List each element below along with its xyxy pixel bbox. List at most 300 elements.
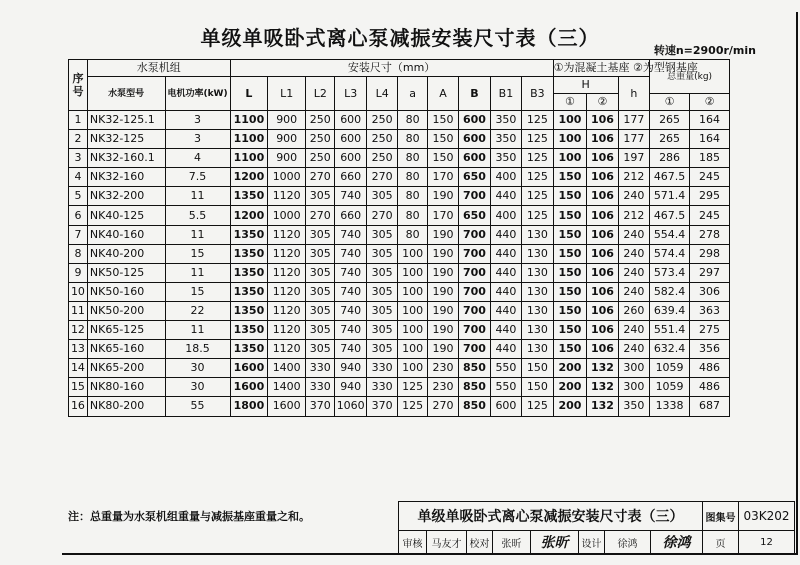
cell-model: NK32-160.1 xyxy=(87,149,165,168)
cell-b1: 440 xyxy=(490,282,521,301)
cell-a: 80 xyxy=(398,225,427,244)
cell-b3: 130 xyxy=(522,321,553,340)
cell-no: 11 xyxy=(69,301,88,320)
header-L3: L3 xyxy=(335,77,366,111)
cell-model: NK80-160 xyxy=(87,378,165,397)
cell-l1: 1120 xyxy=(268,301,306,320)
cell-power: 3 xyxy=(165,130,230,149)
cell-power: 11 xyxy=(165,321,230,340)
cell-l: 1200 xyxy=(230,206,268,225)
cell-a: 100 xyxy=(398,282,427,301)
cell-b3: 125 xyxy=(522,206,553,225)
cell-w2: 245 xyxy=(690,206,730,225)
cell-l2: 330 xyxy=(306,378,335,397)
cell-w2: 164 xyxy=(690,111,730,130)
cell-h2: 106 xyxy=(587,225,618,244)
cell-l1: 1120 xyxy=(268,282,306,301)
cell-h1: 150 xyxy=(553,340,587,359)
cell-l4: 250 xyxy=(366,130,397,149)
cell-b1: 440 xyxy=(490,263,521,282)
cell-l4: 305 xyxy=(366,187,397,206)
cell-no: 2 xyxy=(69,130,88,149)
cell-b1: 400 xyxy=(490,168,521,187)
table-row xyxy=(69,378,730,397)
cell-w1: 582.4 xyxy=(650,282,690,301)
cell-b1: 350 xyxy=(490,111,521,130)
cell-h1: 150 xyxy=(553,282,587,301)
cell-l4: 370 xyxy=(366,397,397,416)
header-A: A xyxy=(427,77,458,111)
cell-l4: 305 xyxy=(366,321,397,340)
cell-a: 100 xyxy=(398,244,427,263)
cell-l1: 1120 xyxy=(268,263,306,282)
reviewer-name: 马友才 xyxy=(427,531,467,554)
cell-model: NK65-160 xyxy=(87,340,165,359)
cell-model: NK40-125 xyxy=(87,206,165,225)
cell-w2: 306 xyxy=(690,282,730,301)
table-row xyxy=(69,263,730,282)
cell-a: 190 xyxy=(427,187,458,206)
cell-l4: 305 xyxy=(366,263,397,282)
cell-b: 850 xyxy=(459,378,490,397)
cell-l3: 1060 xyxy=(335,397,366,416)
table-row xyxy=(69,111,730,130)
cell-h: 300 xyxy=(618,359,649,378)
cell-h2: 106 xyxy=(587,301,618,320)
cell-l: 1350 xyxy=(230,282,268,301)
cell-h2: 106 xyxy=(587,263,618,282)
cell-l1: 1120 xyxy=(268,244,306,263)
cell-model: NK32-200 xyxy=(87,187,165,206)
cell-b1: 400 xyxy=(490,206,521,225)
cell-a: 125 xyxy=(398,378,427,397)
cell-l4: 330 xyxy=(366,378,397,397)
cell-h1: 200 xyxy=(553,378,587,397)
cell-w1: 265 xyxy=(650,111,690,130)
footnote: 注：总重量为水泵机组重量与减振基座重量之和。 xyxy=(68,510,310,523)
designer-name: 徐鸿 xyxy=(605,531,651,554)
cell-b3: 150 xyxy=(522,378,553,397)
cell-l1: 900 xyxy=(268,149,306,168)
title-block xyxy=(398,501,795,554)
cell-b: 850 xyxy=(459,359,490,378)
dimension-table xyxy=(68,59,730,417)
cell-a: 190 xyxy=(427,244,458,263)
cell-l1: 1120 xyxy=(268,225,306,244)
cell-l2: 305 xyxy=(306,321,335,340)
cell-b1: 440 xyxy=(490,301,521,320)
cell-a: 230 xyxy=(427,378,458,397)
cell-h: 240 xyxy=(618,321,649,340)
cell-l3: 740 xyxy=(335,225,366,244)
cell-l3: 740 xyxy=(335,282,366,301)
cell-l4: 270 xyxy=(366,168,397,187)
cell-model: NK50-200 xyxy=(87,301,165,320)
cell-w2: 363 xyxy=(690,301,730,320)
cell-l1: 1600 xyxy=(268,397,306,416)
cell-power: 11 xyxy=(165,225,230,244)
cell-model: NK50-160 xyxy=(87,282,165,301)
cell-h2: 106 xyxy=(587,340,618,359)
table-row xyxy=(69,187,730,206)
cell-b3: 125 xyxy=(522,130,553,149)
cell-w1: 551.4 xyxy=(650,321,690,340)
cell-model: NK40-160 xyxy=(87,225,165,244)
header-B1: B1 xyxy=(490,77,521,111)
atlas-number: 03K202 xyxy=(739,502,795,531)
cell-b3: 125 xyxy=(522,397,553,416)
cell-l3: 740 xyxy=(335,301,366,320)
cell-b: 600 xyxy=(459,149,490,168)
cell-b1: 550 xyxy=(490,378,521,397)
cell-b: 600 xyxy=(459,111,490,130)
cell-w2: 185 xyxy=(690,149,730,168)
cell-b: 700 xyxy=(459,225,490,244)
cell-l1: 1120 xyxy=(268,321,306,340)
cell-h2: 106 xyxy=(587,111,618,130)
cell-h2: 106 xyxy=(587,168,618,187)
cell-l3: 740 xyxy=(335,321,366,340)
header-L: L xyxy=(230,77,268,111)
cell-l4: 305 xyxy=(366,225,397,244)
cell-no: 13 xyxy=(69,340,88,359)
cell-model: NK65-200 xyxy=(87,359,165,378)
cell-no: 5 xyxy=(69,187,88,206)
cell-power: 11 xyxy=(165,187,230,206)
cell-a: 170 xyxy=(427,168,458,187)
table-row xyxy=(69,282,730,301)
cell-l3: 600 xyxy=(335,149,366,168)
cell-a: 100 xyxy=(398,340,427,359)
cell-b3: 125 xyxy=(522,168,553,187)
cell-b: 700 xyxy=(459,244,490,263)
cell-w2: 356 xyxy=(690,340,730,359)
cell-l3: 600 xyxy=(335,111,366,130)
cell-h1: 150 xyxy=(553,321,587,340)
checker-signature: 张昕 xyxy=(531,531,579,554)
check-label: 校对 xyxy=(467,531,493,554)
cell-power: 15 xyxy=(165,244,230,263)
cell-w1: 574.4 xyxy=(650,244,690,263)
cell-w2: 687 xyxy=(690,397,730,416)
cell-h: 197 xyxy=(618,149,649,168)
cell-b1: 440 xyxy=(490,340,521,359)
cell-h1: 150 xyxy=(553,225,587,244)
cell-l3: 940 xyxy=(335,378,366,397)
cell-l: 1350 xyxy=(230,225,268,244)
table-row xyxy=(69,168,730,187)
cell-b: 850 xyxy=(459,397,490,416)
cell-l: 1350 xyxy=(230,340,268,359)
review-label: 审核 xyxy=(399,531,427,554)
header-weight-steel: ② xyxy=(690,94,730,111)
cell-l2: 370 xyxy=(306,397,335,416)
cell-a: 230 xyxy=(427,359,458,378)
page-number: 12 xyxy=(739,531,795,554)
cell-a: 190 xyxy=(427,225,458,244)
table-row xyxy=(69,397,730,416)
cell-h1: 200 xyxy=(553,359,587,378)
header-model: 水泵型号 xyxy=(87,77,165,111)
cell-b1: 350 xyxy=(490,130,521,149)
header-L1: L1 xyxy=(268,77,306,111)
cell-h2: 106 xyxy=(587,282,618,301)
cell-h: 177 xyxy=(618,111,649,130)
page-label: 页 xyxy=(703,531,739,554)
cell-power: 3 xyxy=(165,111,230,130)
cell-l: 1600 xyxy=(230,359,268,378)
cell-h: 240 xyxy=(618,225,649,244)
cell-model: NK32-125 xyxy=(87,130,165,149)
cell-l2: 250 xyxy=(306,149,335,168)
cell-h: 212 xyxy=(618,206,649,225)
cell-w1: 1059 xyxy=(650,359,690,378)
cell-b3: 125 xyxy=(522,187,553,206)
cell-w1: 571.4 xyxy=(650,187,690,206)
cell-b: 650 xyxy=(459,168,490,187)
cell-w1: 467.5 xyxy=(650,168,690,187)
cell-a: 100 xyxy=(398,301,427,320)
cell-h2: 132 xyxy=(587,397,618,416)
cell-w2: 275 xyxy=(690,321,730,340)
cell-l2: 305 xyxy=(306,340,335,359)
cell-l1: 1400 xyxy=(268,359,306,378)
cell-l: 1350 xyxy=(230,244,268,263)
cell-b1: 440 xyxy=(490,187,521,206)
cell-l4: 305 xyxy=(366,244,397,263)
cell-l3: 660 xyxy=(335,168,366,187)
cell-w2: 486 xyxy=(690,359,730,378)
cell-l4: 330 xyxy=(366,359,397,378)
cell-l: 1100 xyxy=(230,149,268,168)
cell-l1: 900 xyxy=(268,111,306,130)
cell-h1: 150 xyxy=(553,263,587,282)
cell-power: 18.5 xyxy=(165,340,230,359)
cell-l3: 740 xyxy=(335,244,366,263)
cell-l3: 940 xyxy=(335,359,366,378)
cell-w1: 286 xyxy=(650,149,690,168)
cell-b3: 150 xyxy=(522,359,553,378)
cell-w2: 297 xyxy=(690,263,730,282)
cell-no: 3 xyxy=(69,149,88,168)
header-L2: L2 xyxy=(306,77,335,111)
designer-signature: 徐鸿 xyxy=(651,531,703,554)
table-row xyxy=(69,149,730,168)
cell-no: 15 xyxy=(69,378,88,397)
cell-l: 1100 xyxy=(230,111,268,130)
cell-w2: 298 xyxy=(690,244,730,263)
cell-a: 125 xyxy=(398,397,427,416)
cell-h: 240 xyxy=(618,340,649,359)
header-L4: L4 xyxy=(366,77,397,111)
cell-b: 700 xyxy=(459,340,490,359)
cell-b1: 440 xyxy=(490,225,521,244)
cell-a: 80 xyxy=(398,168,427,187)
header-B3: B3 xyxy=(522,77,553,111)
cell-w1: 265 xyxy=(650,130,690,149)
cell-a: 150 xyxy=(427,149,458,168)
cell-h2: 106 xyxy=(587,244,618,263)
cell-model: NK65-125 xyxy=(87,321,165,340)
cell-l2: 305 xyxy=(306,187,335,206)
cell-power: 7.5 xyxy=(165,168,230,187)
cell-w1: 1338 xyxy=(650,397,690,416)
cell-w2: 486 xyxy=(690,378,730,397)
header-H: H xyxy=(553,77,618,94)
cell-a: 190 xyxy=(427,340,458,359)
cell-w1: 639.4 xyxy=(650,301,690,320)
cell-a: 190 xyxy=(427,321,458,340)
cell-l: 1350 xyxy=(230,301,268,320)
header-power: 电机功率(kW) xyxy=(165,77,230,111)
cell-b1: 600 xyxy=(490,397,521,416)
cell-l2: 305 xyxy=(306,282,335,301)
cell-power: 30 xyxy=(165,359,230,378)
cell-no: 12 xyxy=(69,321,88,340)
cell-model: NK40-200 xyxy=(87,244,165,263)
cell-b3: 130 xyxy=(522,301,553,320)
cell-a: 100 xyxy=(398,263,427,282)
cell-no: 16 xyxy=(69,397,88,416)
table-row xyxy=(69,244,730,263)
cell-w2: 295 xyxy=(690,187,730,206)
cell-l4: 250 xyxy=(366,149,397,168)
cell-power: 22 xyxy=(165,301,230,320)
cell-h: 260 xyxy=(618,301,649,320)
cell-h1: 200 xyxy=(553,397,587,416)
cell-b: 600 xyxy=(459,130,490,149)
cell-a: 80 xyxy=(398,149,427,168)
cell-h2: 106 xyxy=(587,321,618,340)
cell-no: 9 xyxy=(69,263,88,282)
header-weight-concrete: ① xyxy=(650,94,690,111)
header-a: a xyxy=(398,77,427,111)
cell-l3: 740 xyxy=(335,187,366,206)
cell-h: 212 xyxy=(618,168,649,187)
cell-a: 170 xyxy=(427,206,458,225)
cell-b: 700 xyxy=(459,282,490,301)
cell-h1: 100 xyxy=(553,130,587,149)
cell-l2: 305 xyxy=(306,301,335,320)
cell-b: 700 xyxy=(459,301,490,320)
cell-a: 150 xyxy=(427,111,458,130)
cell-b3: 125 xyxy=(522,111,553,130)
cell-l2: 330 xyxy=(306,359,335,378)
cell-w2: 164 xyxy=(690,130,730,149)
cell-l3: 740 xyxy=(335,263,366,282)
cell-h1: 150 xyxy=(553,244,587,263)
cell-no: 6 xyxy=(69,206,88,225)
cell-power: 30 xyxy=(165,378,230,397)
header-B: B xyxy=(459,77,490,111)
cell-power: 55 xyxy=(165,397,230,416)
cell-l2: 270 xyxy=(306,168,335,187)
cell-w1: 632.4 xyxy=(650,340,690,359)
cell-l1: 1400 xyxy=(268,378,306,397)
table-row xyxy=(69,206,730,225)
cell-l: 1600 xyxy=(230,378,268,397)
cell-l4: 270 xyxy=(366,206,397,225)
cell-w1: 1059 xyxy=(650,378,690,397)
cell-h1: 150 xyxy=(553,187,587,206)
cell-a: 150 xyxy=(427,130,458,149)
speed-note: 转速n=2900r/min xyxy=(653,44,756,57)
cell-h1: 100 xyxy=(553,149,587,168)
cell-b3: 130 xyxy=(522,282,553,301)
table-row xyxy=(69,321,730,340)
cell-w2: 245 xyxy=(690,168,730,187)
cell-model: NK50-125 xyxy=(87,263,165,282)
cell-l1: 1120 xyxy=(268,340,306,359)
cell-b1: 440 xyxy=(490,244,521,263)
cell-l4: 305 xyxy=(366,282,397,301)
cell-model: NK32-125.1 xyxy=(87,111,165,130)
cell-l3: 740 xyxy=(335,340,366,359)
header-total-weight: 总重量(kg) xyxy=(650,60,730,94)
cell-l: 1100 xyxy=(230,130,268,149)
cell-b: 700 xyxy=(459,263,490,282)
cell-a: 190 xyxy=(427,263,458,282)
page-title: 单级单吸卧式离心泵减振安装尺寸表（三） xyxy=(200,26,600,50)
cell-b3: 130 xyxy=(522,340,553,359)
cell-model: NK32-160 xyxy=(87,168,165,187)
header-H-steel: ② xyxy=(587,94,618,111)
cell-a: 80 xyxy=(398,206,427,225)
cell-no: 1 xyxy=(69,111,88,130)
cell-a: 190 xyxy=(427,301,458,320)
table-row xyxy=(69,130,730,149)
cell-h: 300 xyxy=(618,378,649,397)
table-row xyxy=(69,359,730,378)
cell-b: 700 xyxy=(459,321,490,340)
cell-h2: 132 xyxy=(587,378,618,397)
cell-b1: 440 xyxy=(490,321,521,340)
cell-l1: 1000 xyxy=(268,206,306,225)
header-base-note: ①为混凝土基座 ②为型钢基座 xyxy=(553,60,650,77)
cell-a: 80 xyxy=(398,111,427,130)
table-row xyxy=(69,225,730,244)
cell-l1: 900 xyxy=(268,130,306,149)
cell-h2: 106 xyxy=(587,206,618,225)
cell-a: 80 xyxy=(398,187,427,206)
cell-l: 1350 xyxy=(230,187,268,206)
cell-h: 177 xyxy=(618,130,649,149)
cell-a: 100 xyxy=(398,321,427,340)
cell-w1: 573.4 xyxy=(650,263,690,282)
cell-a: 190 xyxy=(427,282,458,301)
cell-no: 7 xyxy=(69,225,88,244)
table-row xyxy=(69,301,730,320)
cell-h2: 132 xyxy=(587,359,618,378)
header-H-concrete: ① xyxy=(553,94,587,111)
cell-l: 1350 xyxy=(230,321,268,340)
cell-h: 240 xyxy=(618,263,649,282)
cell-l4: 250 xyxy=(366,111,397,130)
cell-b1: 350 xyxy=(490,149,521,168)
cell-w1: 554.4 xyxy=(650,225,690,244)
table-body xyxy=(69,111,730,417)
cell-h1: 150 xyxy=(553,206,587,225)
cell-power: 5.5 xyxy=(165,206,230,225)
cell-l3: 600 xyxy=(335,130,366,149)
cell-l4: 305 xyxy=(366,340,397,359)
cell-l: 1350 xyxy=(230,263,268,282)
cell-h: 240 xyxy=(618,282,649,301)
cell-l2: 270 xyxy=(306,206,335,225)
cell-no: 8 xyxy=(69,244,88,263)
header-pump-group: 水泵机组 xyxy=(87,60,230,77)
cell-h1: 150 xyxy=(553,168,587,187)
